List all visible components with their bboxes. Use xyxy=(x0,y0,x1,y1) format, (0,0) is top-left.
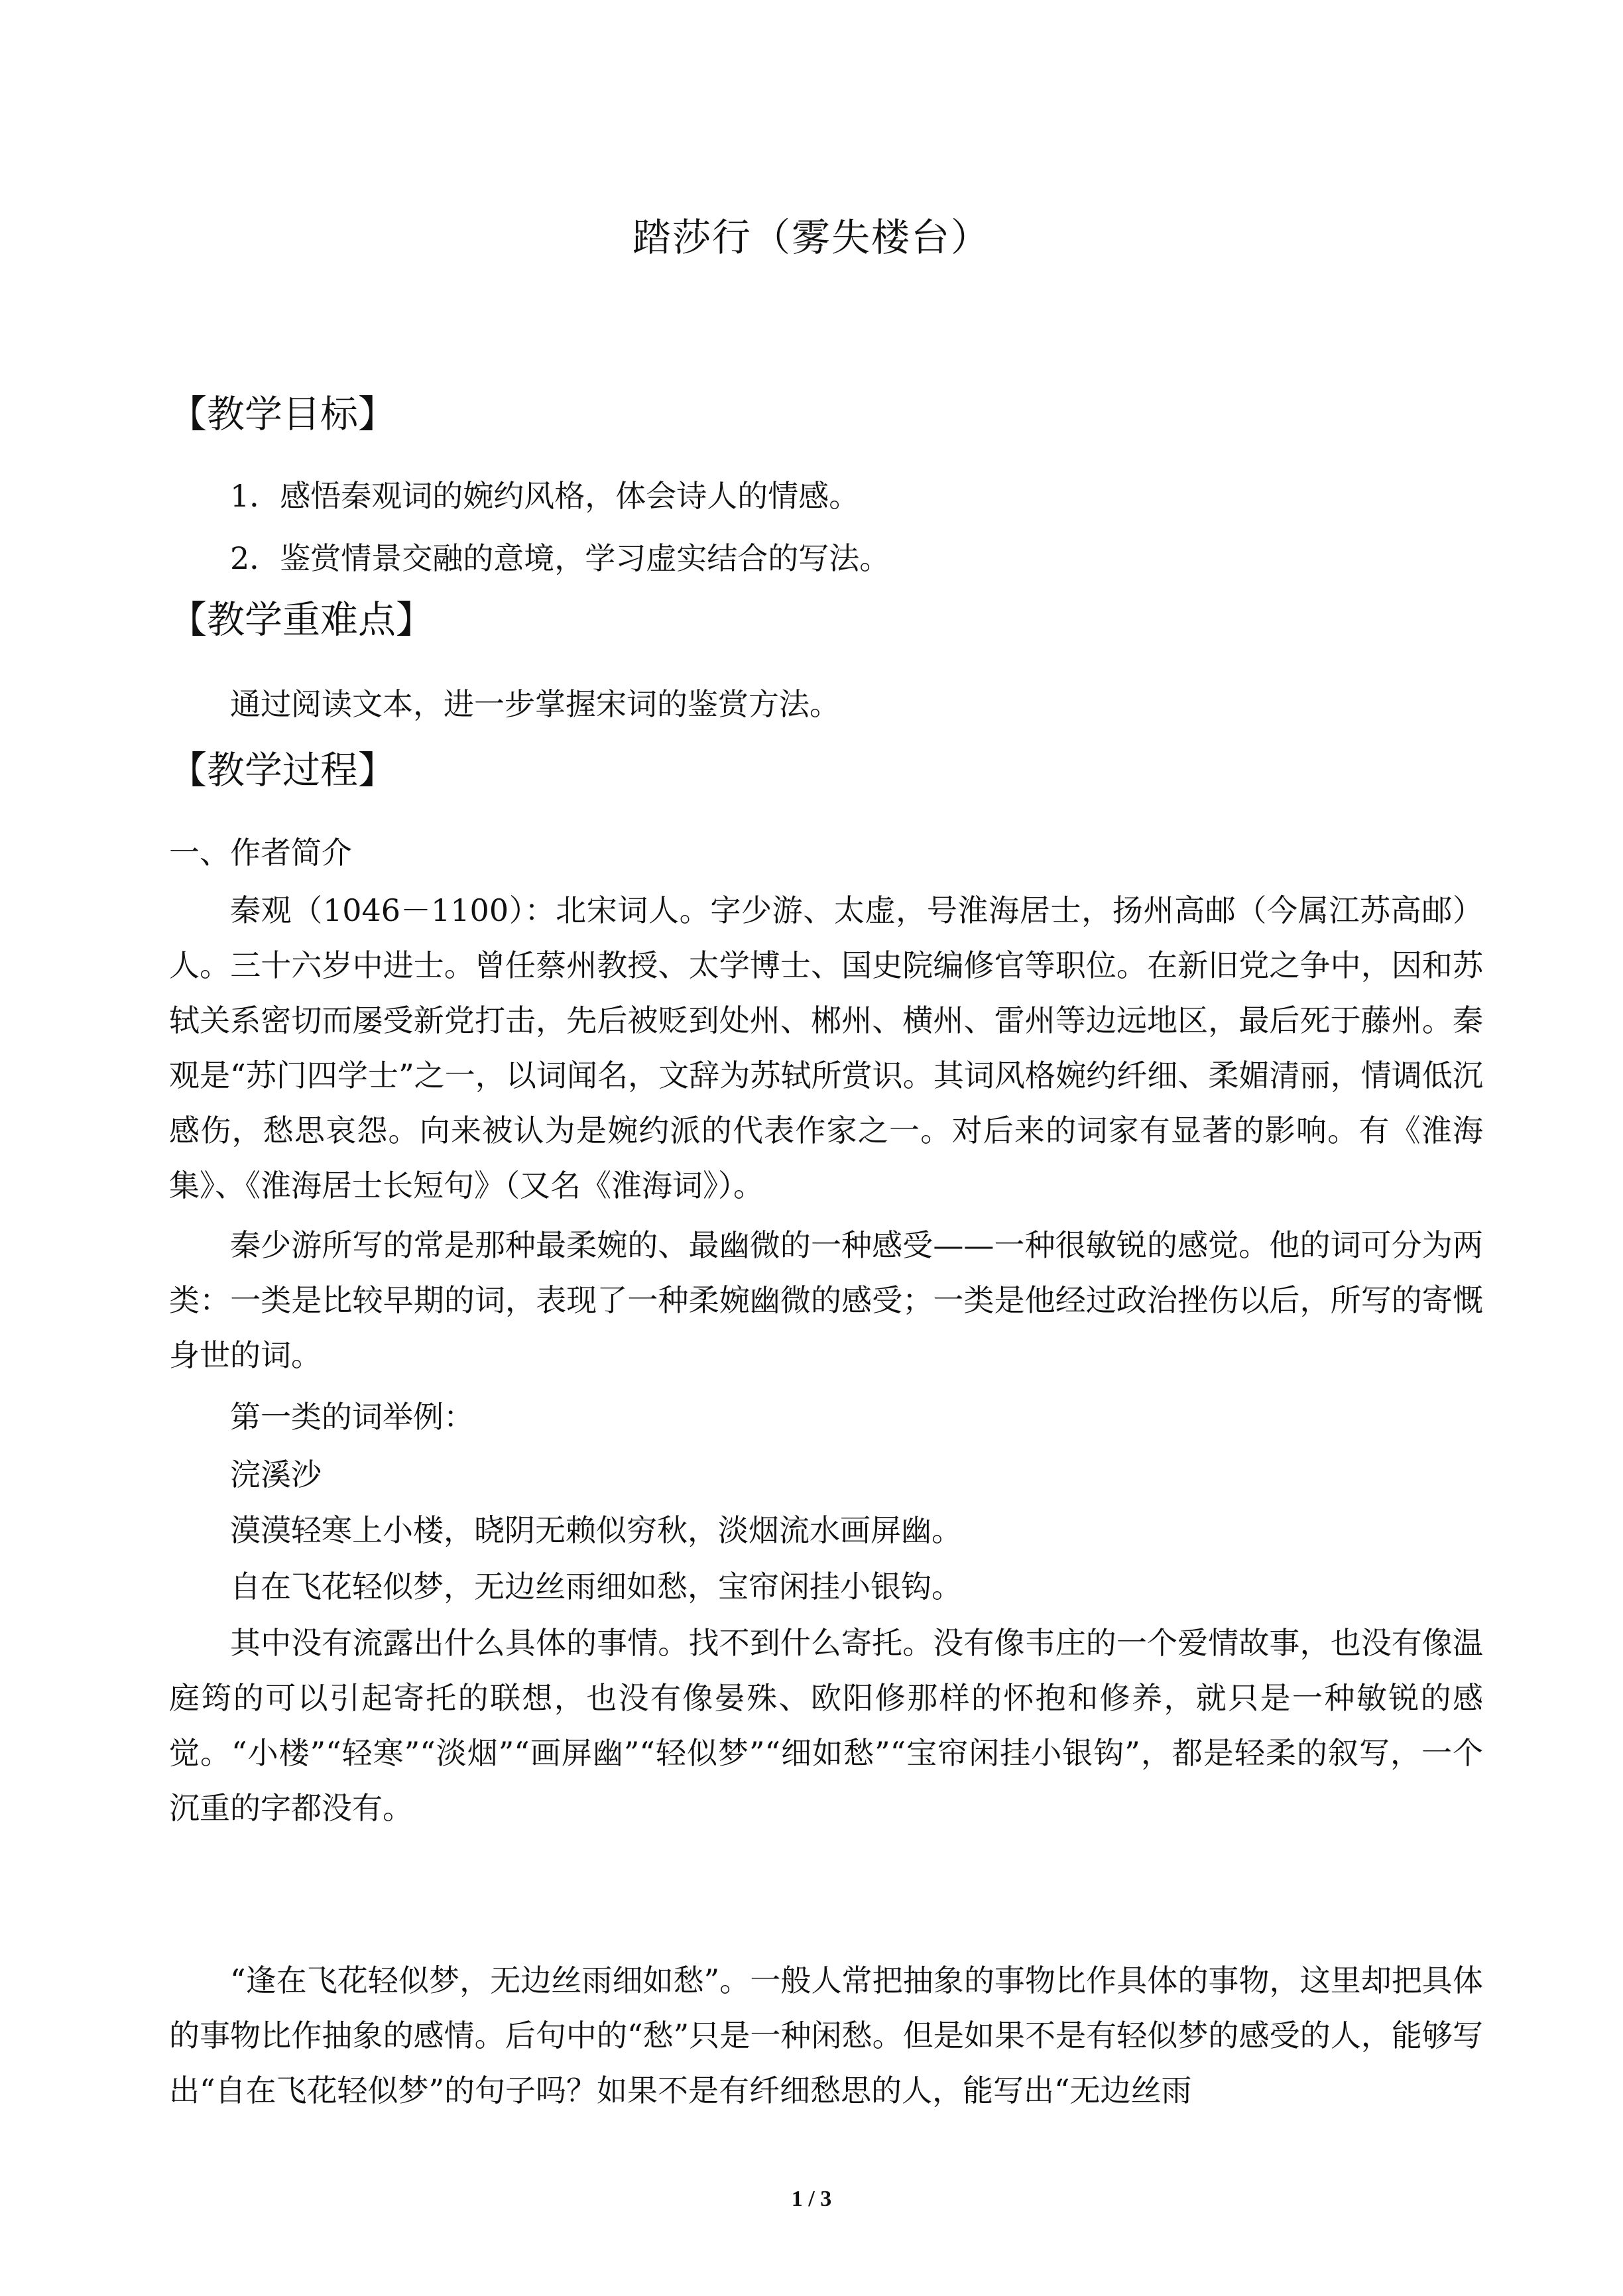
goal-item-1: 1．感悟秦观词的婉约风格，体会诗人的情感。 xyxy=(230,478,860,514)
heading-key-points: 【教学重难点】 xyxy=(169,598,434,642)
goal-item-2: 2．鉴赏情景交融的意境，学习虚实结合的写法。 xyxy=(230,540,890,576)
poem-line-1: 漠漠轻寒上小楼，晓阴无赖似穷秋，淡烟流水画屏幽。 xyxy=(230,1512,962,1548)
paragraph-line-analysis: “逢在飞花轻似梦，无边丝雨细如愁”。一般人常把抽象的事物比作具体的事物，这里却把具体的事物比作抽象的感情。后句中的“愁”只是一种闲愁。但是如果不是有轻似梦的感受的人，能够写出“自在飞花轻似梦”的句子吗？如果不是有纤细愁思的人，能写出“无边丝雨 xyxy=(169,1963,1483,2108)
sub-heading-author-intro: 一、作者简介 xyxy=(169,835,352,871)
heading-teaching-goals: 【教学目标】 xyxy=(169,393,396,436)
heading-teaching-process: 【教学过程】 xyxy=(169,749,396,792)
paragraph-poem-analysis: 其中没有流露出什么具体的事情。找不到什么寄托。没有像韦庄的一个爱情故事，也没有像温庭筠的可以引起寄托的联想，也没有像晏殊、欧阳修那样的怀抱和修养，就只是一种敏锐的感觉。“小楼”“轻寒”“淡烟”“画屏幽”“轻似梦”“细如愁”“宝帘闲挂小银钩”，都是轻柔的叙写，一个沉重的字都没有。 xyxy=(169,1625,1483,1826)
paragraph-style-overview: 秦少游所写的常是那种最柔婉的、最幽微的一种感受——一种很敏锐的感觉。他的词可分为两类：一类是比较早期的词，表现了一种柔婉幽微的感受；一类是他经过政治挫伤以后，所写的寄慨身世的词。 xyxy=(169,1227,1483,1373)
paragraph-example-intro: 第一类的词举例： xyxy=(230,1399,474,1435)
page-number: 1 / 3 xyxy=(791,2187,832,2211)
page-title: 踏莎行（雾失楼台） xyxy=(632,215,991,260)
paragraph-author-bio: 秦观（1046－1100）：北宋词人。字少游、太虚，号淮海居士，扬州高邮（今属江苏高邮）人。三十六岁中进士。曾任蔡州教授、太学博士、国史院编修官等职位。在新旧党之争中，因和苏轼关系密切而屡受新党打击，先后被贬到处州、郴州、横州、雷州等边远地区，最后死于藤州。秦观是“苏门四学士”之一，以词闻名，文辞为苏轼所赏识。其词风格婉约纤细、柔媚清丽，情调低沉感伤，愁思哀怨。向来被认为是婉约派的代表作家之一。对后来的词家有显著的影响。有《淮海集》、《淮海居士长短句》（又名《淮海词》）。 xyxy=(169,892,1483,1203)
poem-line-2: 自在飞花轻似梦，无边丝雨细如愁，宝帘闲挂小银钩。 xyxy=(230,1569,962,1604)
key-points-text: 通过阅读文本，进一步掌握宋词的鉴赏方法。 xyxy=(230,686,840,722)
poem-title: 浣溪沙 xyxy=(230,1457,322,1492)
